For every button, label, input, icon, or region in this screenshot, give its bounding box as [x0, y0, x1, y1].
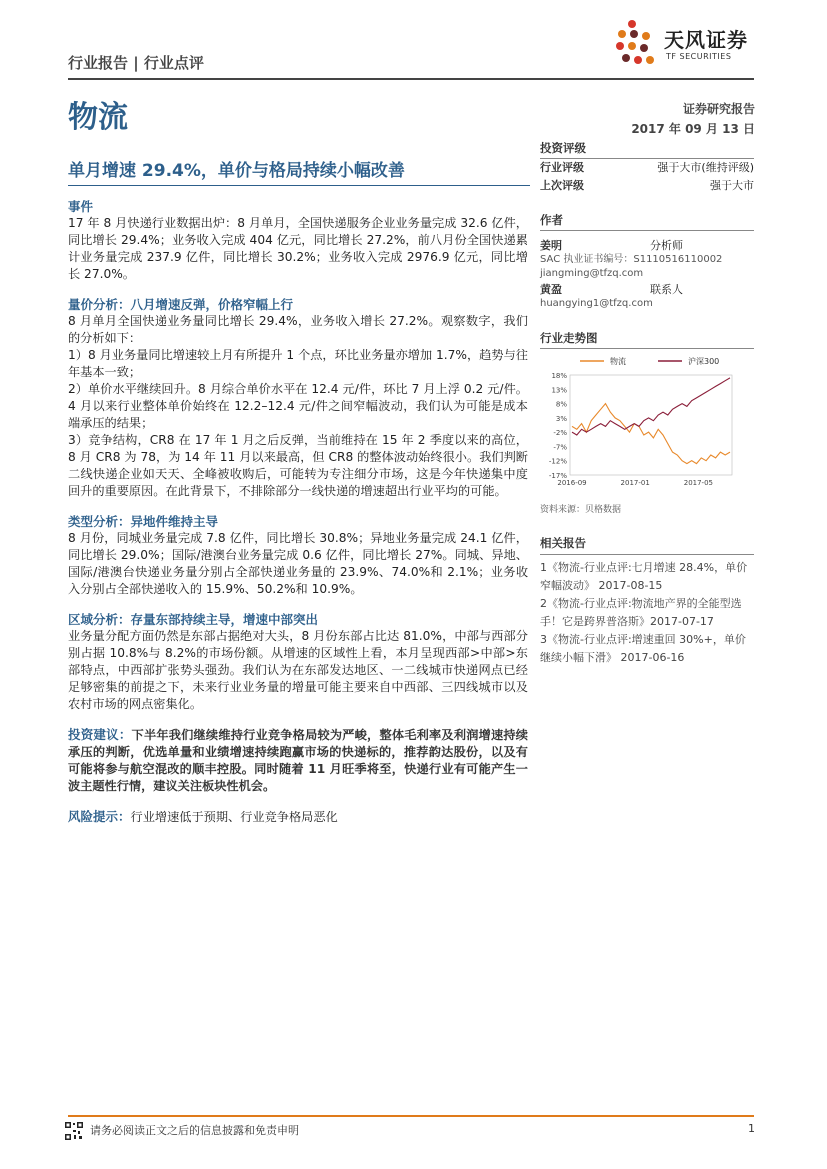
company-logo	[612, 18, 762, 70]
section-body: 8 月份，同城业务量完成 7.8 亿件，同比增长 30.8%；异地业务量完成 24.1 亿件，同比增长 29.0%；国际/港澳台业务量完成 0.6 亿件，同比增长 27%。同城、异地、国际/港澳台快递业务量分别占全部快递业务量的 23.9%、74.0%和 2.1%；业务收入分别占全部快递收入的 15.9%、50.2%和 10.9%。	[68, 531, 529, 596]
report-subtitle: 单月增速 29.4%，单价与格局持续小幅改善	[68, 161, 405, 181]
y-tick-label: 8%	[555, 400, 567, 409]
series-line	[572, 404, 730, 464]
footer-disclaimer[interactable]: 请务必阅读正文之后的信息披露和免责申明	[90, 1124, 299, 1137]
y-tick-label: -2%	[553, 429, 567, 438]
author-name: 黄盈	[540, 283, 562, 296]
author-name: 姜明	[540, 239, 562, 252]
y-tick-label: 13%	[551, 386, 567, 395]
related-heading: 相关报告	[540, 534, 754, 555]
author-entry	[540, 283, 754, 311]
legend-label: 沪深300	[688, 357, 720, 366]
section-heading: 类型分析：异地件维持主导	[68, 514, 219, 529]
section-heading: 事件	[68, 199, 94, 214]
plot-frame	[570, 375, 732, 475]
section-volume-price	[68, 296, 528, 500]
chart-source: 资料来源：贝格数据	[540, 505, 622, 515]
related-item[interactable]: 1《物流-行业点评:七月增速 28.4%，单价窄幅波动》 2017-08-15	[540, 561, 748, 592]
page-number: 1	[748, 1122, 755, 1135]
rating-row: 上次评级 强于大市	[540, 179, 754, 192]
rating-row: 行业评级 强于大市(维持评级)	[540, 161, 754, 174]
author-role: 分析师	[650, 239, 683, 252]
report-category: 行业报告 | 行业点评	[68, 54, 204, 72]
section-body: 8 月单月全国快递业务量同比增长 29.4%，业务收入增长 27.2%。观察数字，我们的分析如下： 1）8 月业务量同比增速较上月有所提升 1 个点，环比业务量亦增加 1.7%，趋势与往年基本一致； 2）单价水平继续回升。8 月综合单价水平在 12.4 元/件，环比 7 月上浮 0.2 元/件。4 月以来行业整体单价始终在 12.2–12.4 元/件之间窄幅波动，我们认为可能是成本端承压的结果； 3）竞争结构，CR8 在 17 年 1 月之后反弹，当前维持在 15 年 2 季度以来的高位，8 月 CR8 为 78，为 14 年 11 月以来最高，但 CR8 的整体波动始终很小。我们判断二线快递企业如天天、全峰被收购后，可能转为专注细分市场，这是今年快递集中度回升的重要原因。在此背景下，不排除部分一线快递的增速超出行业平均的可能。	[68, 314, 528, 498]
section-heading: 量价分析：八月增速反弹，价格窄幅上行	[68, 297, 294, 312]
logo-text-cn: 天风证券	[664, 28, 748, 52]
y-tick-label: -7%	[553, 443, 567, 452]
authors-box	[540, 212, 754, 311]
legend-label: 物流	[610, 357, 626, 366]
author-entry	[540, 239, 754, 281]
section-invest	[68, 726, 528, 795]
industry-title: 物流	[68, 100, 128, 135]
invest-body: 下半年我们继续维持行业竞争格局较为严峻，整体毛利率及利润增速持续承压的判断，优选单量和业绩增速持续跑赢市场的快递标的，推荐韵达股份，以及有可能将参与航空混改的顺丰控股。同时随着 11 月旺季将至，快递行业有可能产生一波主题性行情，建议关注板块性机会。	[68, 728, 528, 793]
related-item[interactable]: 2《物流-行业点评:物流地产界的全能型选手！它是跨界普洛斯》2017-07-17	[540, 597, 742, 628]
y-tick-label: 3%	[555, 414, 567, 423]
x-tick-label: 2016-09	[557, 479, 587, 487]
series-line	[572, 378, 730, 435]
rating-box	[540, 140, 754, 195]
invest-label: 投资建议：	[68, 727, 132, 742]
related-item[interactable]: 3《物流-行业点评:增速重回 30%+，单价继续小幅下滑》 2017-06-16	[540, 633, 746, 664]
y-tick-label: -17%	[548, 472, 567, 480]
author-email[interactable]: huangying1@tfzq.com	[540, 298, 653, 309]
section-risk	[68, 808, 528, 826]
qr-code-icon	[64, 1121, 84, 1141]
section-heading: 区域分析：存量东部持续主导，增速中部突出	[68, 612, 319, 627]
main-content	[68, 198, 528, 839]
authors-heading: 作者	[540, 212, 754, 231]
logo-text-en: TF SECURITIES	[666, 52, 732, 61]
author-cert: SAC 执业证书编号：S1110516110002	[540, 254, 723, 265]
section-event	[68, 198, 528, 283]
related-reports	[540, 534, 754, 667]
subtitle-rule	[68, 185, 530, 186]
section-region	[68, 611, 528, 713]
report-type: 证券研究报告	[682, 102, 755, 116]
rating-heading: 投资评级	[540, 140, 754, 159]
trend-chart-svg	[540, 345, 754, 495]
header-rule	[68, 78, 754, 80]
x-tick-label: 2017-05	[683, 479, 713, 487]
logo-mark-icon	[612, 18, 662, 70]
section-body: 17 年 8 月快递行业数据出炉：8 月单月，全国快递服务企业业务量完成 32.6 亿件，同比增长 29.4%；业务收入完成 404 亿元，同比增长 27.2%，前八月份全国快递累计业务量完成 237.9 亿件，同比增长 30.2%；业务收入完成 2976.9 亿元，同比增长 27.0%。	[68, 216, 528, 281]
trend-chart	[540, 345, 754, 495]
risk-label: 风险提示：	[68, 809, 131, 824]
trend-heading: 行业走势图	[540, 330, 754, 349]
section-type	[68, 513, 528, 598]
report-date: 2017 年 09 月 13 日	[631, 122, 755, 136]
author-email[interactable]: jiangming@tfzq.com	[540, 268, 644, 279]
footer-rule	[68, 1115, 754, 1117]
author-role: 联系人	[650, 283, 683, 296]
y-tick-label: 18%	[551, 372, 567, 380]
y-tick-label: -12%	[548, 457, 567, 466]
risk-body: 行业增速低于预期、行业竞争格局恶化	[130, 810, 338, 824]
x-tick-label: 2017-01	[620, 479, 650, 487]
section-body: 业务量分配方面仍然是东部占据绝对大头，8 月份东部占比达 81.0%，中部与西部分别占据 10.8%与 8.2%的市场份额。从增速的区域性上看，本月呈现西部>中部>东部特点，中西部扩张势头强劲。我们认为在东部发达地区、一二线城市快递网点已经足够密集的前提之下，未来行业业务量的增量可能主要来自中西部、三四线城市以及农村市场的网点密集化。	[68, 629, 528, 711]
